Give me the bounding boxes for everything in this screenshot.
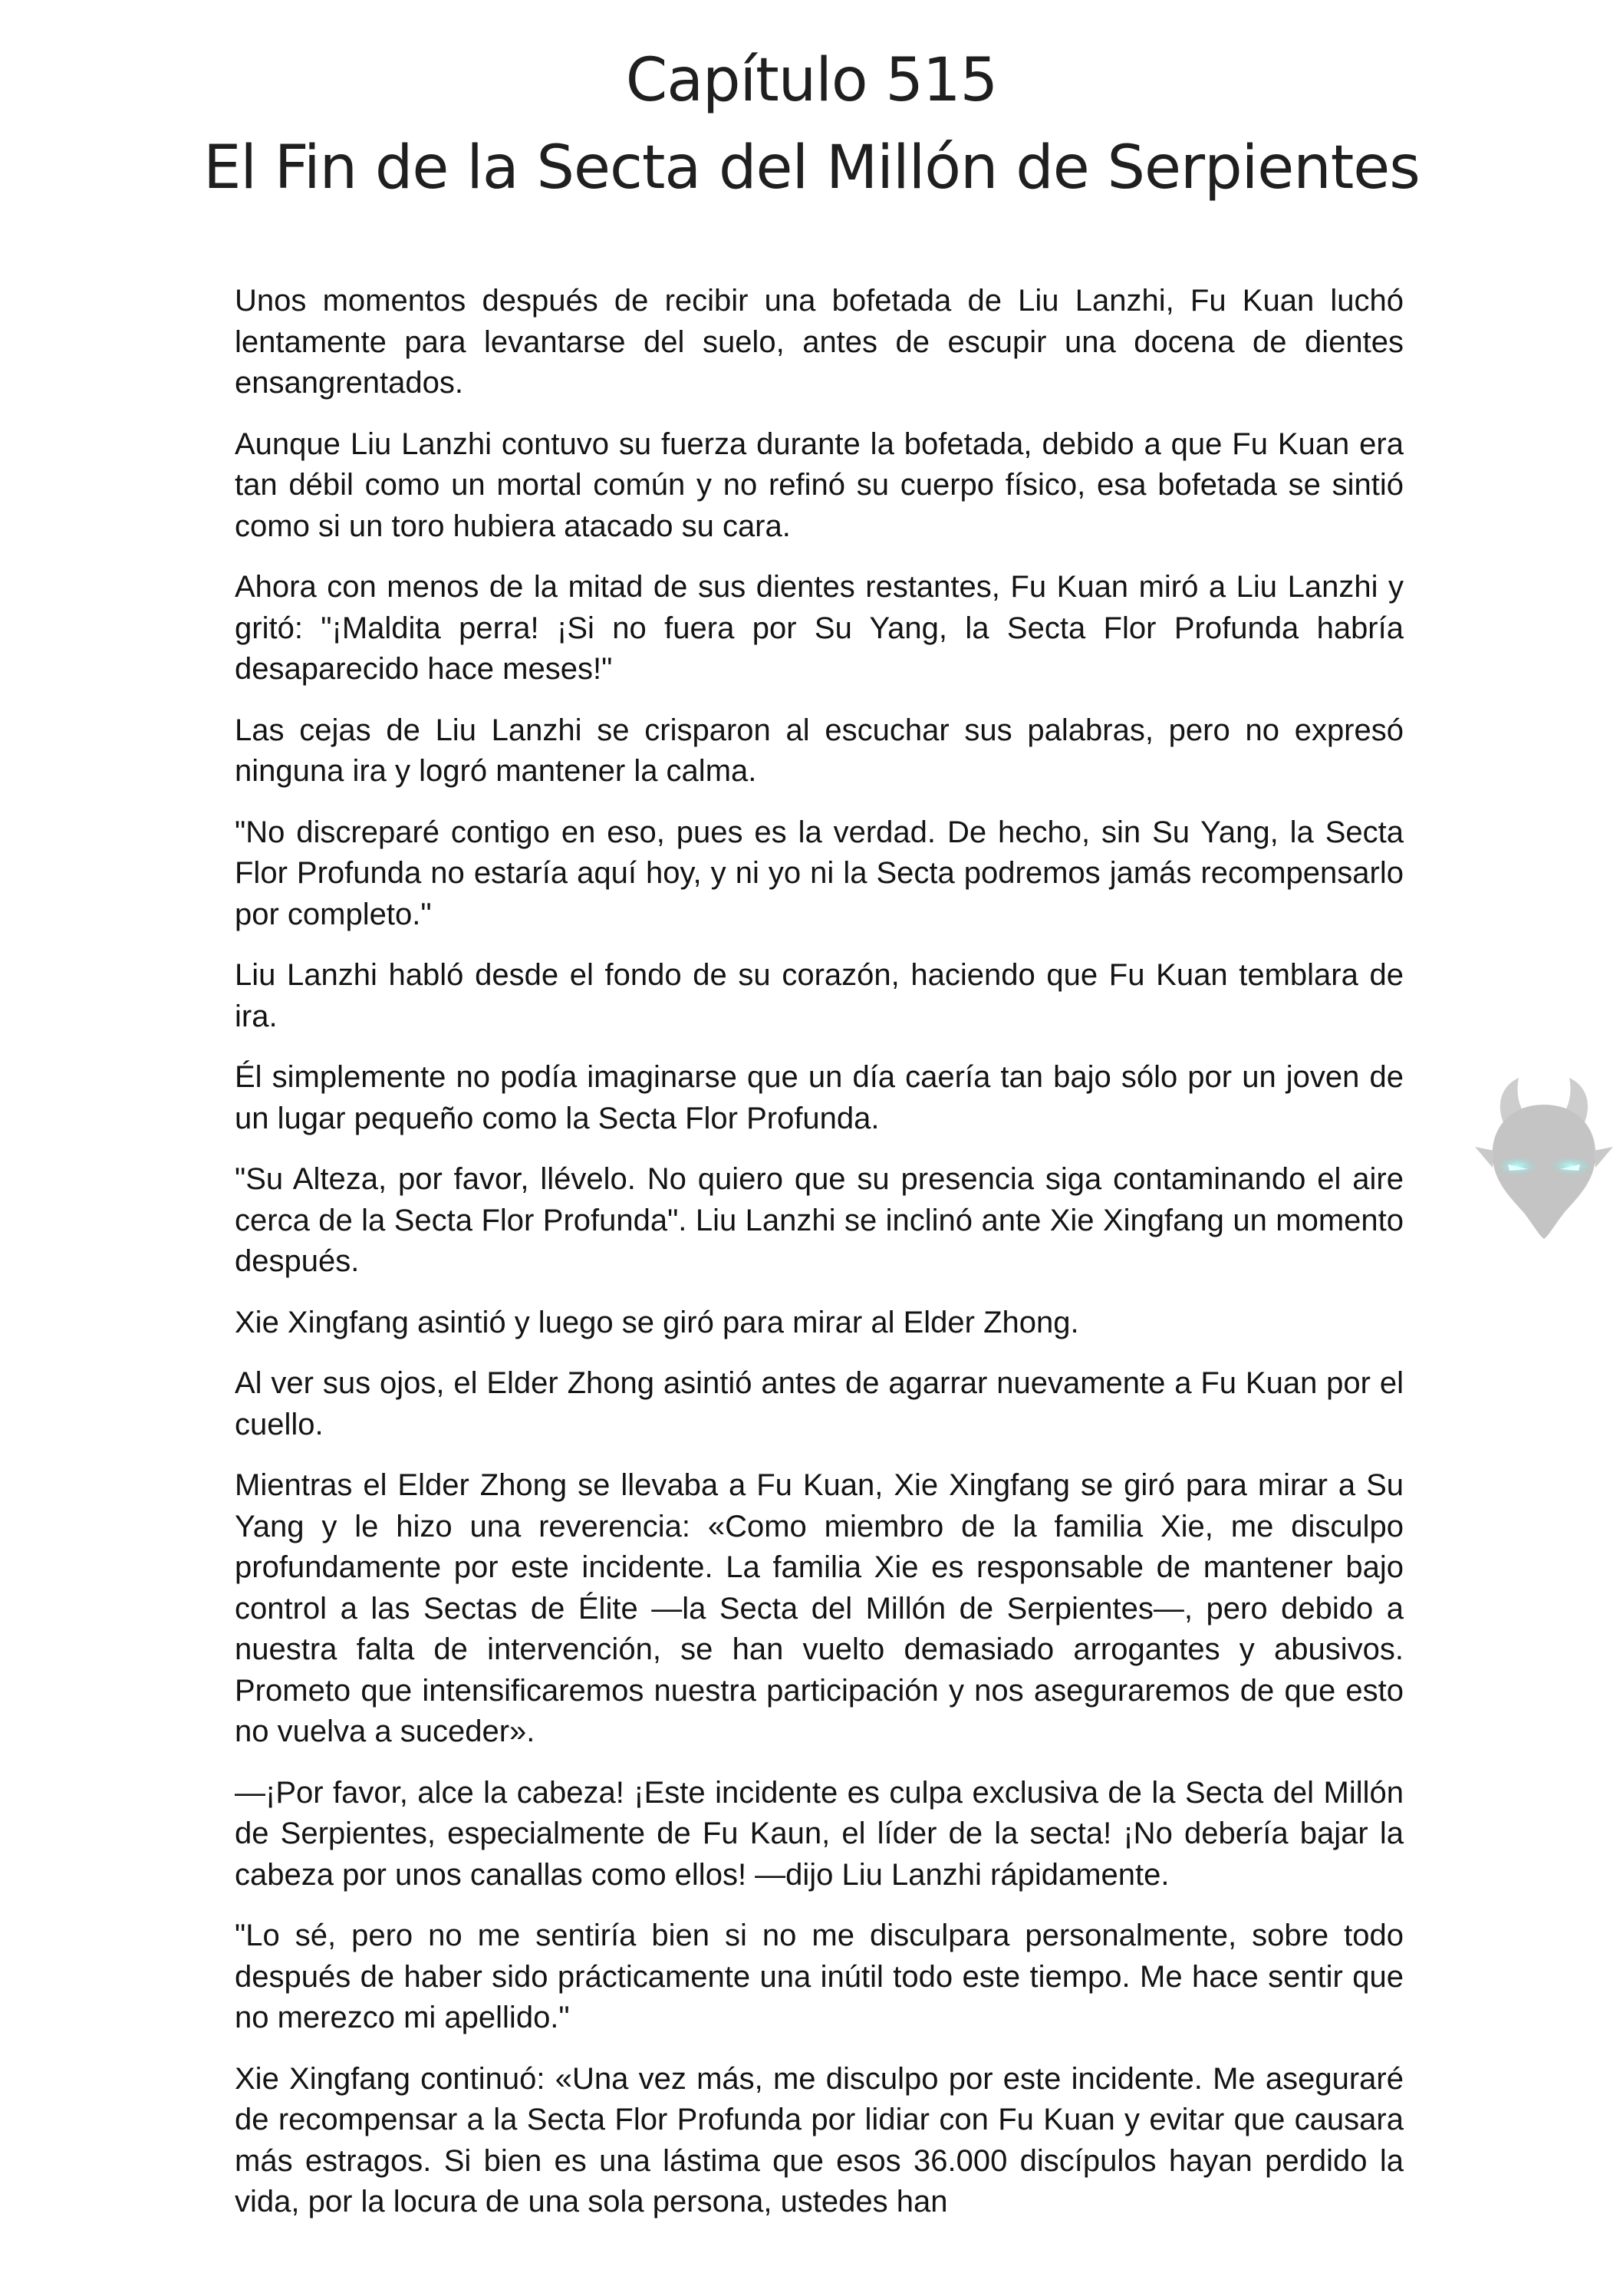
paragraph: Ahora con menos de la mitad de sus dientes restantes, Fu Kuan miró a Liu Lanzhi y gritó: "¡Maldita perra! ¡Si no fuera por Su Yang, la Secta Flor Profunda habría desaparecido hace meses!": [235, 570, 1404, 686]
paragraph: —¡Por favor, alce la cabeza! ¡Este incidente es culpa exclusiva de la Secta del Millón de Serpientes, especialmente de Fu Kaun, el líder de la secta! ¡No debería bajar la cabeza por unos canallas como ellos! —dijo Liu Lanzhi rápidamente.: [235, 1775, 1404, 1892]
paragraph: Xie Xingfang asintió y luego se giró para mirar al Elder Zhong.: [235, 1305, 1079, 1339]
paragraph: "Su Alteza, por favor, llévelo. No quiero que su presencia siga contaminando el aire cerca de la Secta Flor Profunda". Liu Lanzhi se inclinó ante Xie Xingfang un momento después.: [235, 1162, 1404, 1278]
chapter-body: [235, 281, 1404, 2243]
paragraph: Xie Xingfang continuó: «Una vez más, me disculpo por este incidente. Me aseguraré de recompensar a la Secta Flor Profunda por lidiar con Fu Kuan y evitar que causara más estragos. Si bien es una lástima que esos 36.000 discípulos hayan perdido la vida, por la locura de una sola persona, ustedes han: [235, 2061, 1404, 2219]
paragraph: Las cejas de Liu Lanzhi se crisparon al escuchar sus palabras, pero no expresó ninguna ira y logró mantener la calma.: [235, 713, 1404, 788]
paragraph: Unos momentos después de recibir una bofetada de Liu Lanzhi, Fu Kuan luchó lentamente para levantarse del suelo, antes de escupir una docena de dientes ensangrentados.: [235, 284, 1404, 400]
paragraph: "Lo sé, pero no me sentiría bien si no me disculpara personalmente, sobre todo después de haber sido prácticamente una inútil todo este tiempo. Me hace sentir que no merezco mi apellido.": [235, 1919, 1404, 2034]
paragraph: Mientras el Elder Zhong se llevaba a Fu Kuan, Xie Xingfang se giró para mirar a Su Yang y le hizo una reverencia: «Como miembro de la familia Xie, me disculpo profundamente por este incidente. La familia Xie es responsable de mantener bajo control a las Sectas de Élite —la Secta del Millón de Serpientes—, pero debido a nuestra falta de intervención, se han vuelto demasiado arrogantes y abusivos. Prometo que intensificaremos nuestra participación y nos aseguraremos de que esto no vuelva a suceder».: [235, 1468, 1404, 1748]
paragraph: Liu Lanzhi habló desde el fondo de su corazón, haciendo que Fu Kuan temblara de ira.: [235, 958, 1404, 1033]
paragraph: "No discreparé contigo en eso, pues es la verdad. De hecho, sin Su Yang, la Secta Flor Profunda no estaría aquí hoy, y ni yo ni la Secta podremos jamás recompensarlo por completo.": [235, 815, 1404, 931]
paragraph: Al ver sus ojos, el Elder Zhong asintió antes de agarrar nuevamente a Fu Kuan por el cuello.: [235, 1366, 1404, 1441]
chapter-number: Capítulo 515: [625, 46, 998, 115]
chapter-title: El Fin de la Secta del Millón de Serpientes: [203, 133, 1420, 203]
paragraph: Él simplemente no podía imaginarse que un día caería tan bajo sólo por un joven de un lugar pequeño como la Secta Flor Profunda.: [235, 1060, 1404, 1135]
paragraph: Aunque Liu Lanzhi contuvo su fuerza durante la bofetada, debido a que Fu Kuan era tan débil como un mortal común y no refinó su cuerpo físico, esa bofetada se sintió como si un toro hubiera atacado su cara.: [235, 427, 1404, 543]
chapter-header: [0, 37, 1623, 212]
demon-head-icon: [1471, 1074, 1617, 1243]
